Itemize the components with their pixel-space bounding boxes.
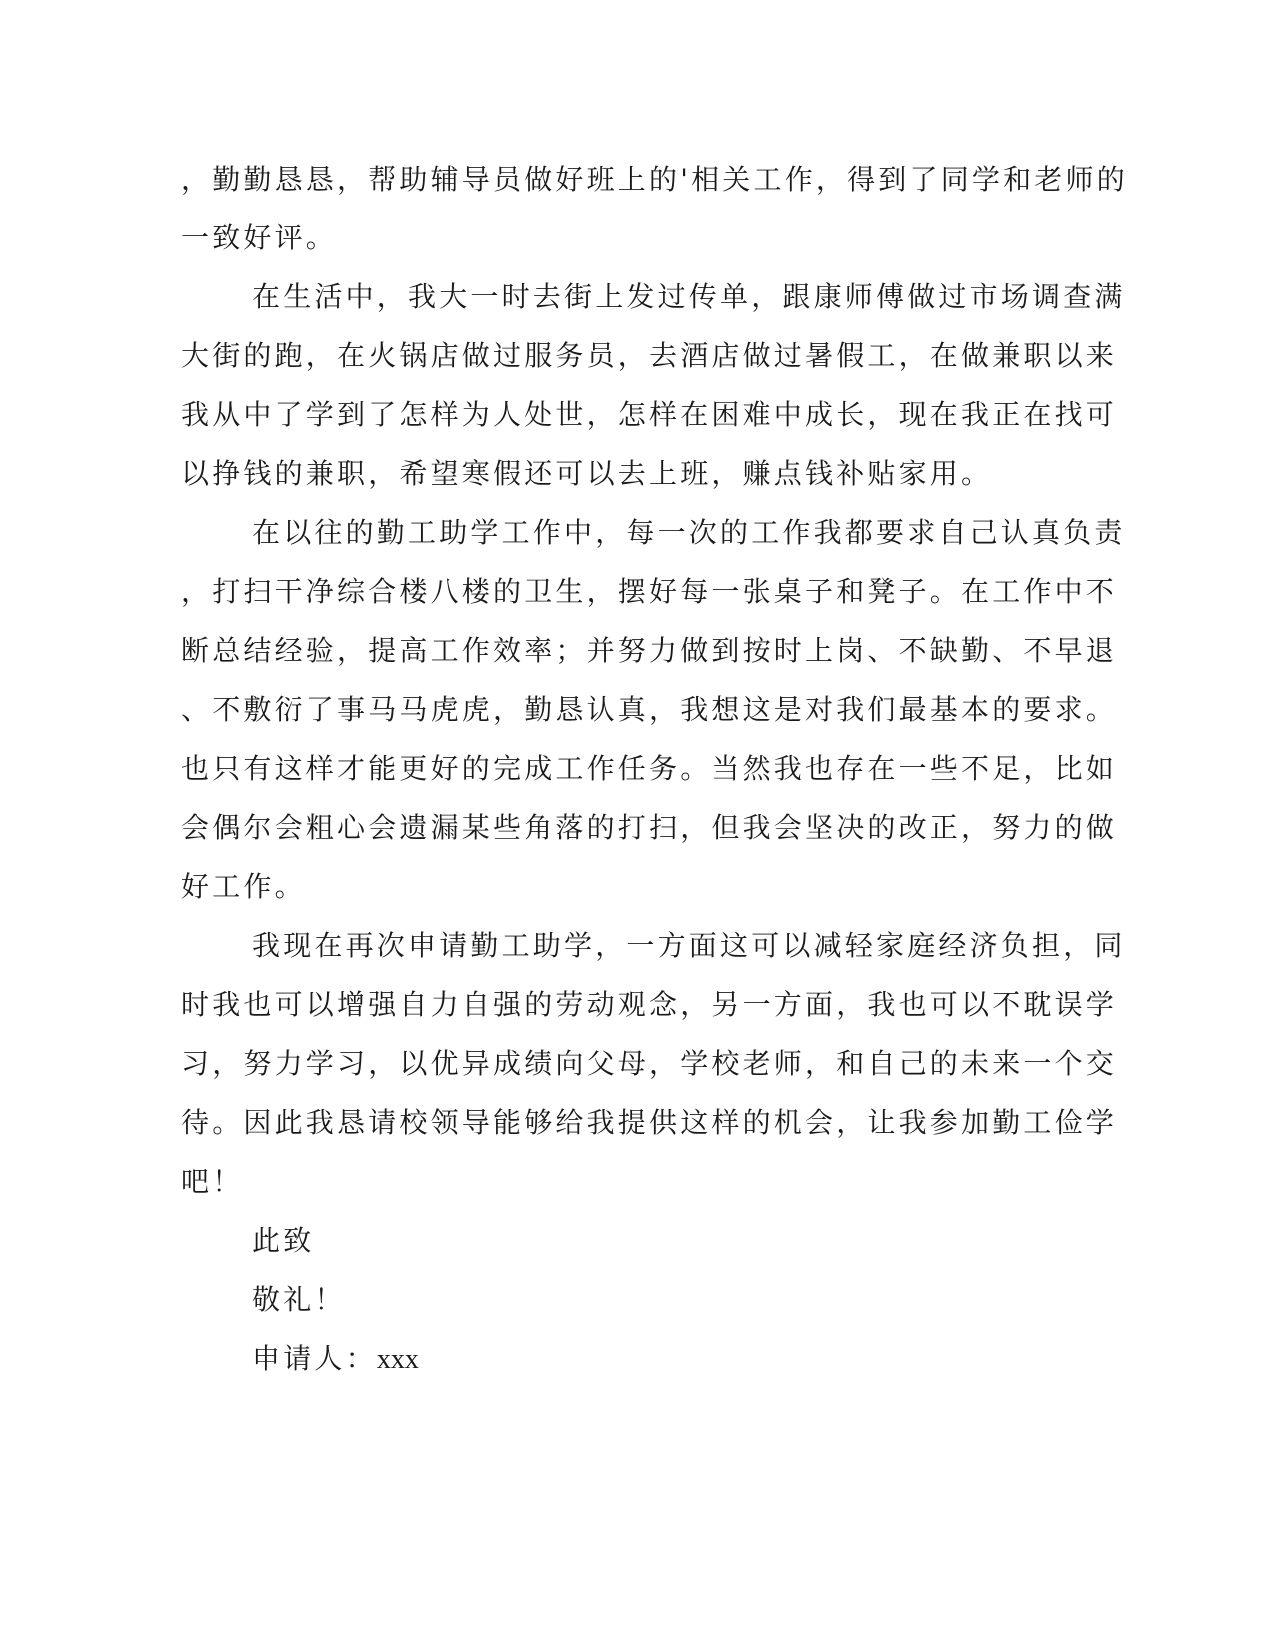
paragraph-work-line: 在以往的勤工助学工作中，每一次的工作我都要求自己认真负责 (252, 516, 1126, 549)
paragraph-work-line: 会偶尔会粗心会遗漏某些角落的打扫，但我会坚决的改正，努力的做 (181, 811, 1118, 844)
paragraph-request-line: 时我也可以增强自力自强的劳动观念，另一方面，我也可以不耽误学 (181, 988, 1118, 1021)
paragraph-work-line: 、不敷衍了事马马虎虎，勤恳认真，我想这是对我们最基本的要求。 (181, 693, 1118, 726)
paragraph-request-line: 待。因此我恳请校领导能够给我提供这样的机会，让我参加勤工俭学 (181, 1106, 1118, 1139)
paragraph-request-line: 吧！ (181, 1165, 244, 1198)
applicant-signature (252, 1339, 419, 1379)
paragraph-life-line: 以挣钱的兼职，希望寒假还可以去上班，赚点钱补贴家用。 (181, 457, 993, 490)
paragraph-life-line: 在生活中，我大一时去街上发过传单，跟康师傅做过市场调查满 (252, 280, 1126, 313)
paragraph-life-line: 我从中了学到了怎样为人处世，怎样在困难中成长，现在我正在找可 (181, 398, 1118, 431)
applicant-label: 申请人： (252, 1342, 377, 1375)
paragraph-continued-line: ，勤勤恳恳，帮助辅导员做好班上的'相关工作，得到了同学和老师的 (181, 163, 1128, 196)
paragraph-work-line: 也只有这样才能更好的完成工作任务。当然我也存在一些不足，比如 (181, 752, 1118, 785)
paragraph-continued-line: 一致好评。 (181, 221, 338, 254)
closing-salutation: 此致 (252, 1224, 315, 1257)
paragraph-work-line: 断总结经验，提高工作效率；并努力做到按时上岗、不缺勤、不早退 (181, 634, 1118, 667)
paragraph-request-line: 习，努力学习，以优异成绩向父母，学校老师，和自己的未来一个交 (181, 1047, 1118, 1080)
closing-respect: 敬礼！ (252, 1283, 346, 1316)
paragraph-work-line: 好工作。 (181, 870, 306, 903)
applicant-name: xxx (376, 1344, 419, 1375)
paragraph-request-line: 我现在再次申请勤工助学，一方面这可以减轻家庭经济负担，同 (252, 929, 1126, 962)
paragraph-work-line: ，打扫干净综合楼八楼的卫生，摆好每一张桌子和凳子。在工作中不 (181, 575, 1118, 608)
paragraph-life-line: 大街的跑，在火锅店做过服务员，去酒店做过暑假工，在做兼职以来 (181, 339, 1118, 372)
